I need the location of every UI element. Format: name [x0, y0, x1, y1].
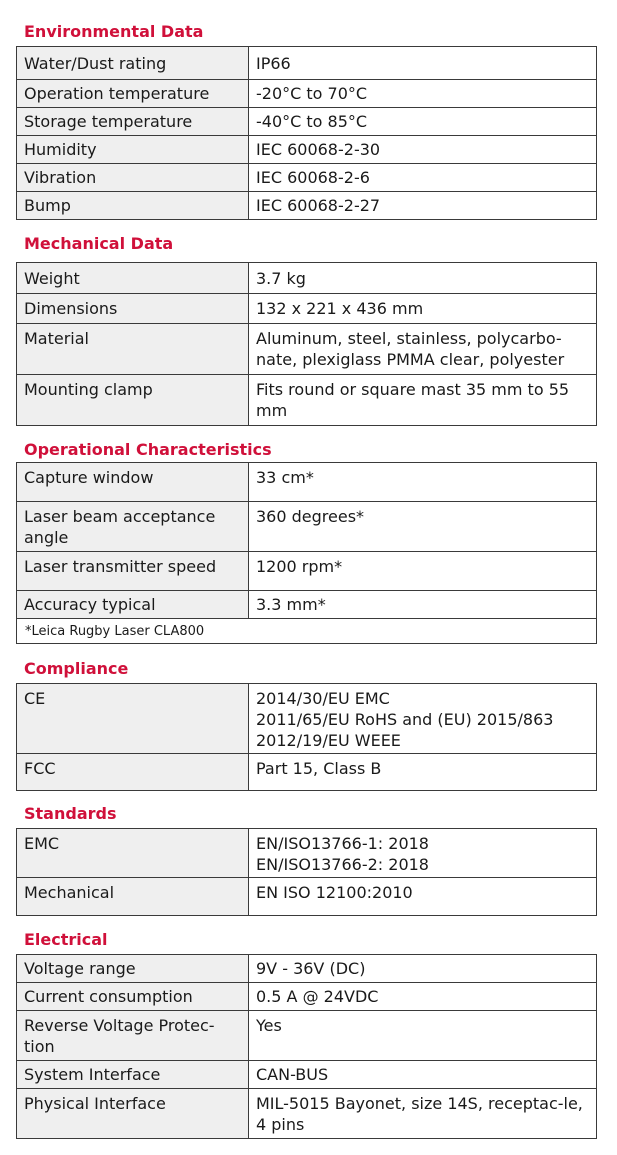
section-title-environmental: Environmental Data [24, 22, 204, 41]
table-row [17, 1089, 597, 1139]
value-line: EN/ISO13766-2: 2018 [256, 855, 429, 874]
section-title-mechanical: Mechanical Data [24, 234, 174, 253]
row-label: Operation temperature [17, 80, 249, 108]
row-value [249, 829, 597, 878]
row-value: Fits round or square mast 35 mm to 55 mm [249, 375, 597, 426]
standards-table [16, 828, 597, 916]
table-row [17, 878, 597, 916]
row-value: -20°C to 70°C [249, 80, 597, 108]
electrical-table [16, 954, 597, 1139]
row-label: EMC [17, 829, 249, 878]
value-line: 2011/65/EU RoHS and (EU) 2015/863 [256, 710, 554, 729]
row-value: 132 x 221 x 436 mm [249, 294, 597, 324]
table-row [17, 47, 597, 80]
row-value: IEC 60068-2-27 [249, 192, 597, 220]
table-row [17, 324, 597, 375]
row-value: MIL-5015 Bayonet, size 14S, receptac-le, 4 pins [249, 1089, 597, 1139]
row-value: IEC 60068-2-6 [249, 164, 597, 192]
table-row [17, 263, 597, 294]
section-title-operational: Operational Characteristics [24, 440, 272, 459]
footnote-row [17, 619, 597, 644]
row-label: Current consumption [17, 983, 249, 1011]
table-row [17, 502, 597, 552]
footnote: *Leica Rugby Laser CLA800 [17, 619, 597, 644]
table-row [17, 983, 597, 1011]
table-row [17, 754, 597, 791]
row-label: Storage temperature [17, 108, 249, 136]
row-label: Vibration [17, 164, 249, 192]
environmental-table [16, 46, 597, 220]
row-value: 3.7 kg [249, 263, 597, 294]
value-line: EN/ISO13766-1: 2018 [256, 834, 429, 853]
row-label: System Interface [17, 1061, 249, 1089]
row-label: Bump [17, 192, 249, 220]
row-value: 33 cm* [249, 463, 597, 502]
row-value [249, 684, 597, 754]
row-label: Mounting clamp [17, 375, 249, 426]
table-row [17, 1011, 597, 1061]
table-row [17, 1061, 597, 1089]
section-title-electrical: Electrical [24, 930, 108, 949]
table-row [17, 463, 597, 502]
section-title-compliance: Compliance [24, 659, 129, 678]
row-label: Humidity [17, 136, 249, 164]
row-label: Accuracy typical [17, 591, 249, 619]
row-label: Dimensions [17, 294, 249, 324]
operational-table [16, 462, 597, 644]
table-row [17, 192, 597, 220]
row-label: Capture window [17, 463, 249, 502]
table-row [17, 955, 597, 983]
table-row [17, 108, 597, 136]
table-row [17, 552, 597, 591]
compliance-table [16, 683, 597, 791]
table-row [17, 164, 597, 192]
row-value: 1200 rpm* [249, 552, 597, 591]
row-value: IP66 [249, 47, 597, 80]
row-value: Yes [249, 1011, 597, 1061]
row-value: 360 degrees* [249, 502, 597, 552]
row-label: Laser beam acceptance angle [17, 502, 249, 552]
table-row [17, 684, 597, 754]
row-value: Part 15, Class B [249, 754, 597, 791]
row-label: CE [17, 684, 249, 754]
table-row [17, 294, 597, 324]
row-value: EN ISO 12100:2010 [249, 878, 597, 916]
row-value: 3.3 mm* [249, 591, 597, 619]
row-label: Laser transmitter speed [17, 552, 249, 591]
row-value: 9V - 36V (DC) [249, 955, 597, 983]
row-value: IEC 60068-2-30 [249, 136, 597, 164]
table-row [17, 375, 597, 426]
row-label: Material [17, 324, 249, 375]
row-value: CAN-BUS [249, 1061, 597, 1089]
mechanical-table [16, 262, 597, 426]
row-label: FCC [17, 754, 249, 791]
row-label: Reverse Voltage Protec-tion [17, 1011, 249, 1061]
table-row [17, 829, 597, 878]
row-value: Aluminum, steel, stainless, polycarbo-nate, plexiglass PMMA clear, polyester [249, 324, 597, 375]
row-label: Physical Interface [17, 1089, 249, 1139]
value-line: 2012/19/EU WEEE [256, 731, 401, 750]
row-value: 0.5 A @ 24VDC [249, 983, 597, 1011]
value-line: 2014/30/EU EMC [256, 689, 390, 708]
table-row [17, 591, 597, 619]
table-row [17, 136, 597, 164]
table-row [17, 80, 597, 108]
row-value: -40°C to 85°C [249, 108, 597, 136]
row-label: Mechanical [17, 878, 249, 916]
row-label: Water/Dust rating [17, 47, 249, 80]
row-label: Voltage range [17, 955, 249, 983]
section-title-standards: Standards [24, 804, 117, 823]
row-label: Weight [17, 263, 249, 294]
